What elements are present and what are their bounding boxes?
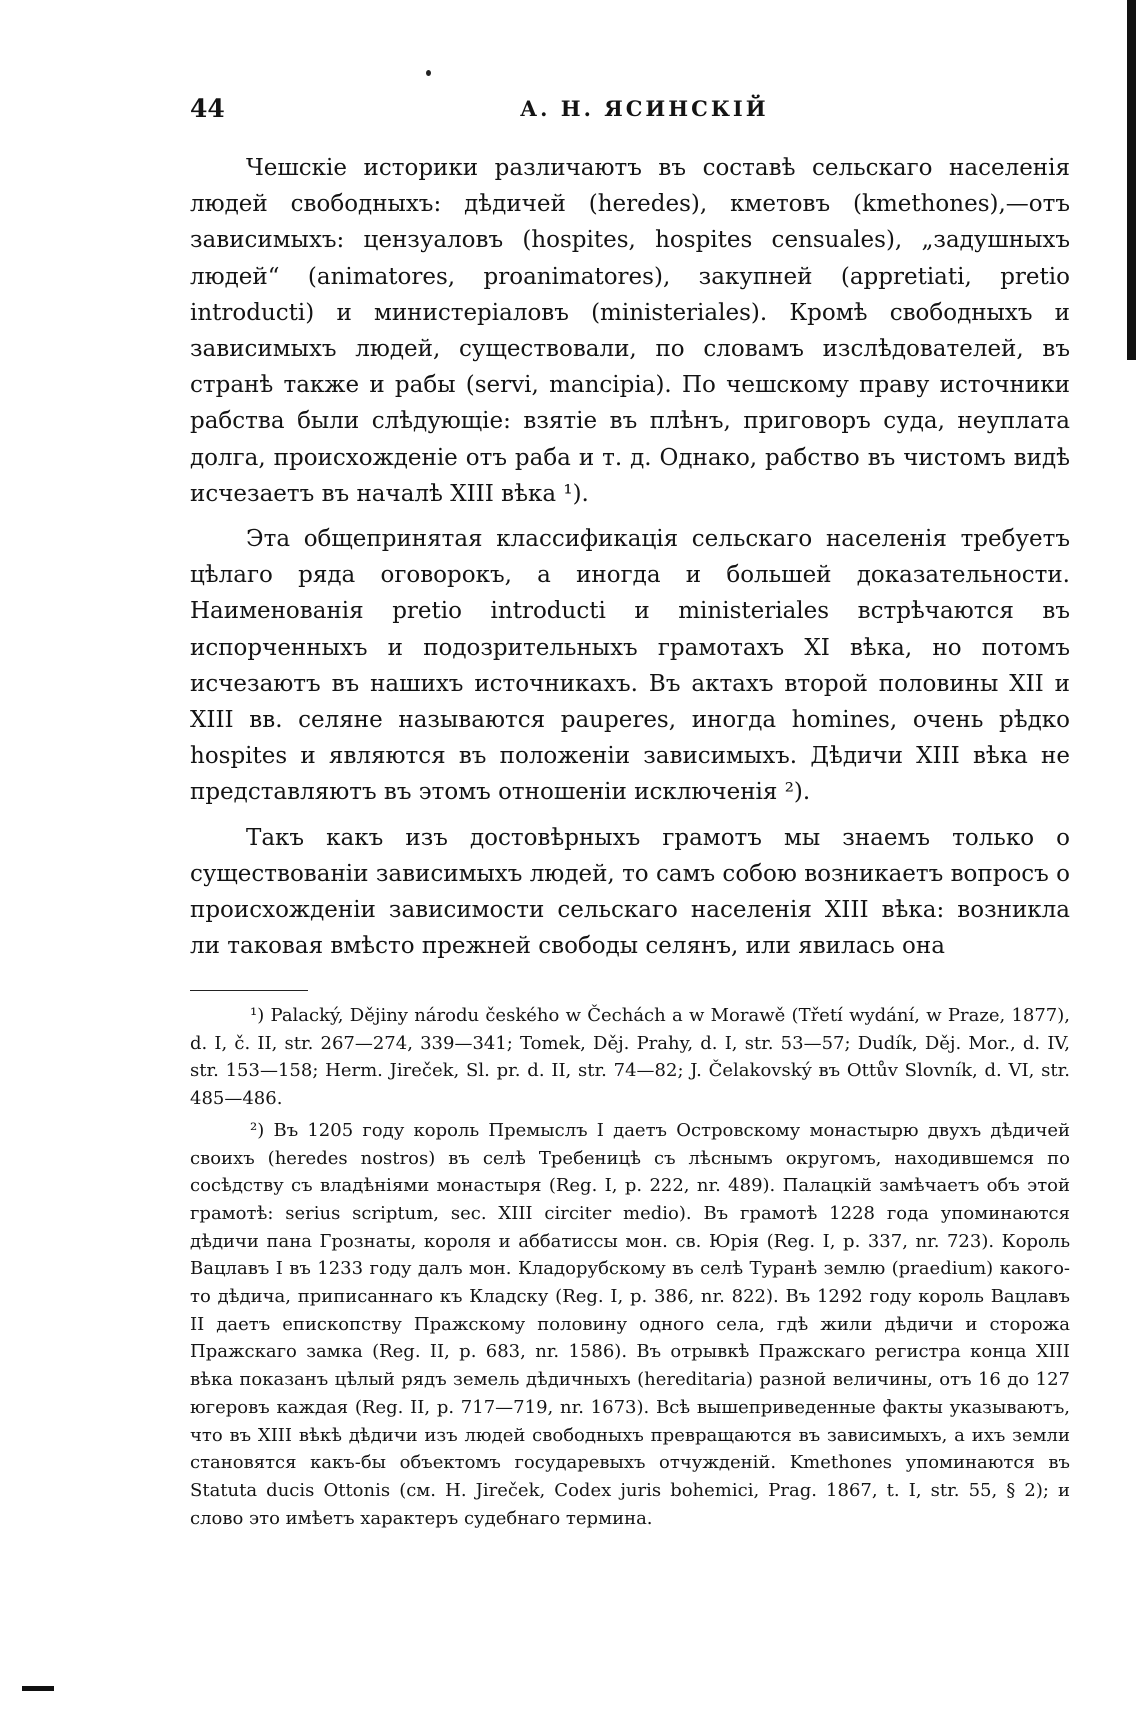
- page-header: [190, 94, 1070, 130]
- footnote: [190, 1002, 1070, 1113]
- footnote-divider: [190, 990, 308, 991]
- scan-speck: [426, 70, 431, 76]
- paragraph: Такъ какъ изъ достовѣрныхъ грамотъ мы знаемъ только о существованіи зависимыхъ людей, то самъ собою возникаетъ вопросъ о происхожденіи зависимости сельскаго населенія XIII вѣка: возникла ли таковая вмѣсто прежней свободы селянъ, или явилась она: [190, 824, 1070, 960]
- footnote-marker: ²): [250, 1119, 265, 1141]
- footnote-marker: ¹): [250, 1005, 265, 1026]
- paragraph: Чешскіе историки различаютъ въ составѣ сельскаго населенія людей свободныхъ: дѣдичей (heredes), кметовъ (kmethones),—отъ зависимыхъ: цензуаловъ (hospites, hospites censuales), „задушныхъ людей“ (animatores, proanimatores), закупней (appretiati, pretio introducti) и министеріаловъ (ministeriales). Кромѣ свободныхъ и зависимыхъ людей, существовали, по словамъ изслѣдователей, въ странѣ также и рабы (servi, mancipia). По чешскому праву источники рабства были слѣдующіе: взятіе въ плѣнъ, приговоръ суда, неуплата долга, происхожденіе отъ раба и т. д. Однако, рабство въ чистомъ видѣ исчезаетъ въ началѣ XIII вѣка ¹).: [190, 155, 1070, 507]
- running-head-author: А. Н. ЯСИНСКІЙ: [520, 96, 769, 121]
- footnotes: [190, 1002, 1070, 1536]
- page-number: 44: [190, 94, 225, 123]
- main-text: [190, 150, 1070, 973]
- footnote-text: Palacký, Dějiny národu českého w Čechách a w Morawě (Třetí wydání, w Praze, 1877), d. I, č. II, str. 267—274, 339—341; Tomek, Děj. Prahy, d. I, str. 53—57; Dudík, Děj. Mor., d. IV, str. 153—158; Herm. Jireček, Sl. pr. d. II, str. 74—82; J. Čelakovský въ Ottův Slovník, d. VI, str. 485—486.: [190, 1005, 1070, 1110]
- scan-edge-mark: [1127, 0, 1136, 360]
- paragraph: Эта общепринятая классификація сельскаго населенія требуетъ цѣлаго ряда оговорокъ, а иногда и большей доказательности. Наименованія pretio introducti и ministeriales встрѣчаются въ испорченныхъ и подозрительныхъ грамотахъ XI вѣка, но потомъ исчезаютъ въ нашихъ источникахъ. Въ актахъ второй половины XII и XIII вв. селяне называются pauperes, иногда homines, очень рѣдко hospites и являются въ положеніи зависимыхъ. Дѣдичи XIII вѣка не представляютъ въ этомъ отношеніи исключенія ²).: [190, 526, 1070, 806]
- footnote-text: Въ 1205 году король Премыслъ I даетъ Островскому монастырю двухъ дѣдичей своихъ (heredes nostros) въ селѣ Требеницѣ съ лѣснымъ округомъ, находившемся по сосѣдству съ владѣніями монастыря (Reg. I, p. 222, nr. 489). Палацкій замѣчаетъ объ этой грамотѣ: serius scriptum, sec. XIII circiter medio). Въ грамотѣ 1228 года упоминаются дѣдичи пана Грознаты, короля и аббатиссы мон. св. Юрія (Reg. I, p. 337, nr. 723). Король Вацлавъ I въ 1233 году далъ мон. Кладорубскому въ селѣ Туранѣ землю (praedium) какого-то дѣдича, приписаннаго къ Кладску (Reg. I, p. 386, nr. 822). Въ 1292 году король Вацлавъ II даетъ епископству Пражскому половину одного села, гдѣ жили дѣдичи и сторожа Пражскаго замка (Reg. II, p. 683, nr. 1586). Въ отрывкѣ Пражскаго регистра конца XIII вѣка показанъ цѣлый рядъ земель дѣдичныхъ (hereditaria) разной величины, отъ 16 до 127 югеровъ каждая (Reg. II, p. 717—719, nr. 1673). Всѣ вышеприведенные факты указываютъ, что въ XIII вѣкѣ дѣдичи изъ людей свободныхъ превращаются въ зависимыхъ, а ихъ земли становятся какъ-бы объектомъ государевыхъ отчужденій. Kmethones упоминаются въ Statuta ducis Ottonis (см. H. Jireček, Codex juris bohemici, Prag. 1867, t. I, str. 55, § 2); и слово это имѣетъ характеръ судебнаго термина.: [190, 1119, 1070, 1529]
- footnote: [190, 1117, 1070, 1533]
- scan-margin-mark: [22, 1686, 54, 1691]
